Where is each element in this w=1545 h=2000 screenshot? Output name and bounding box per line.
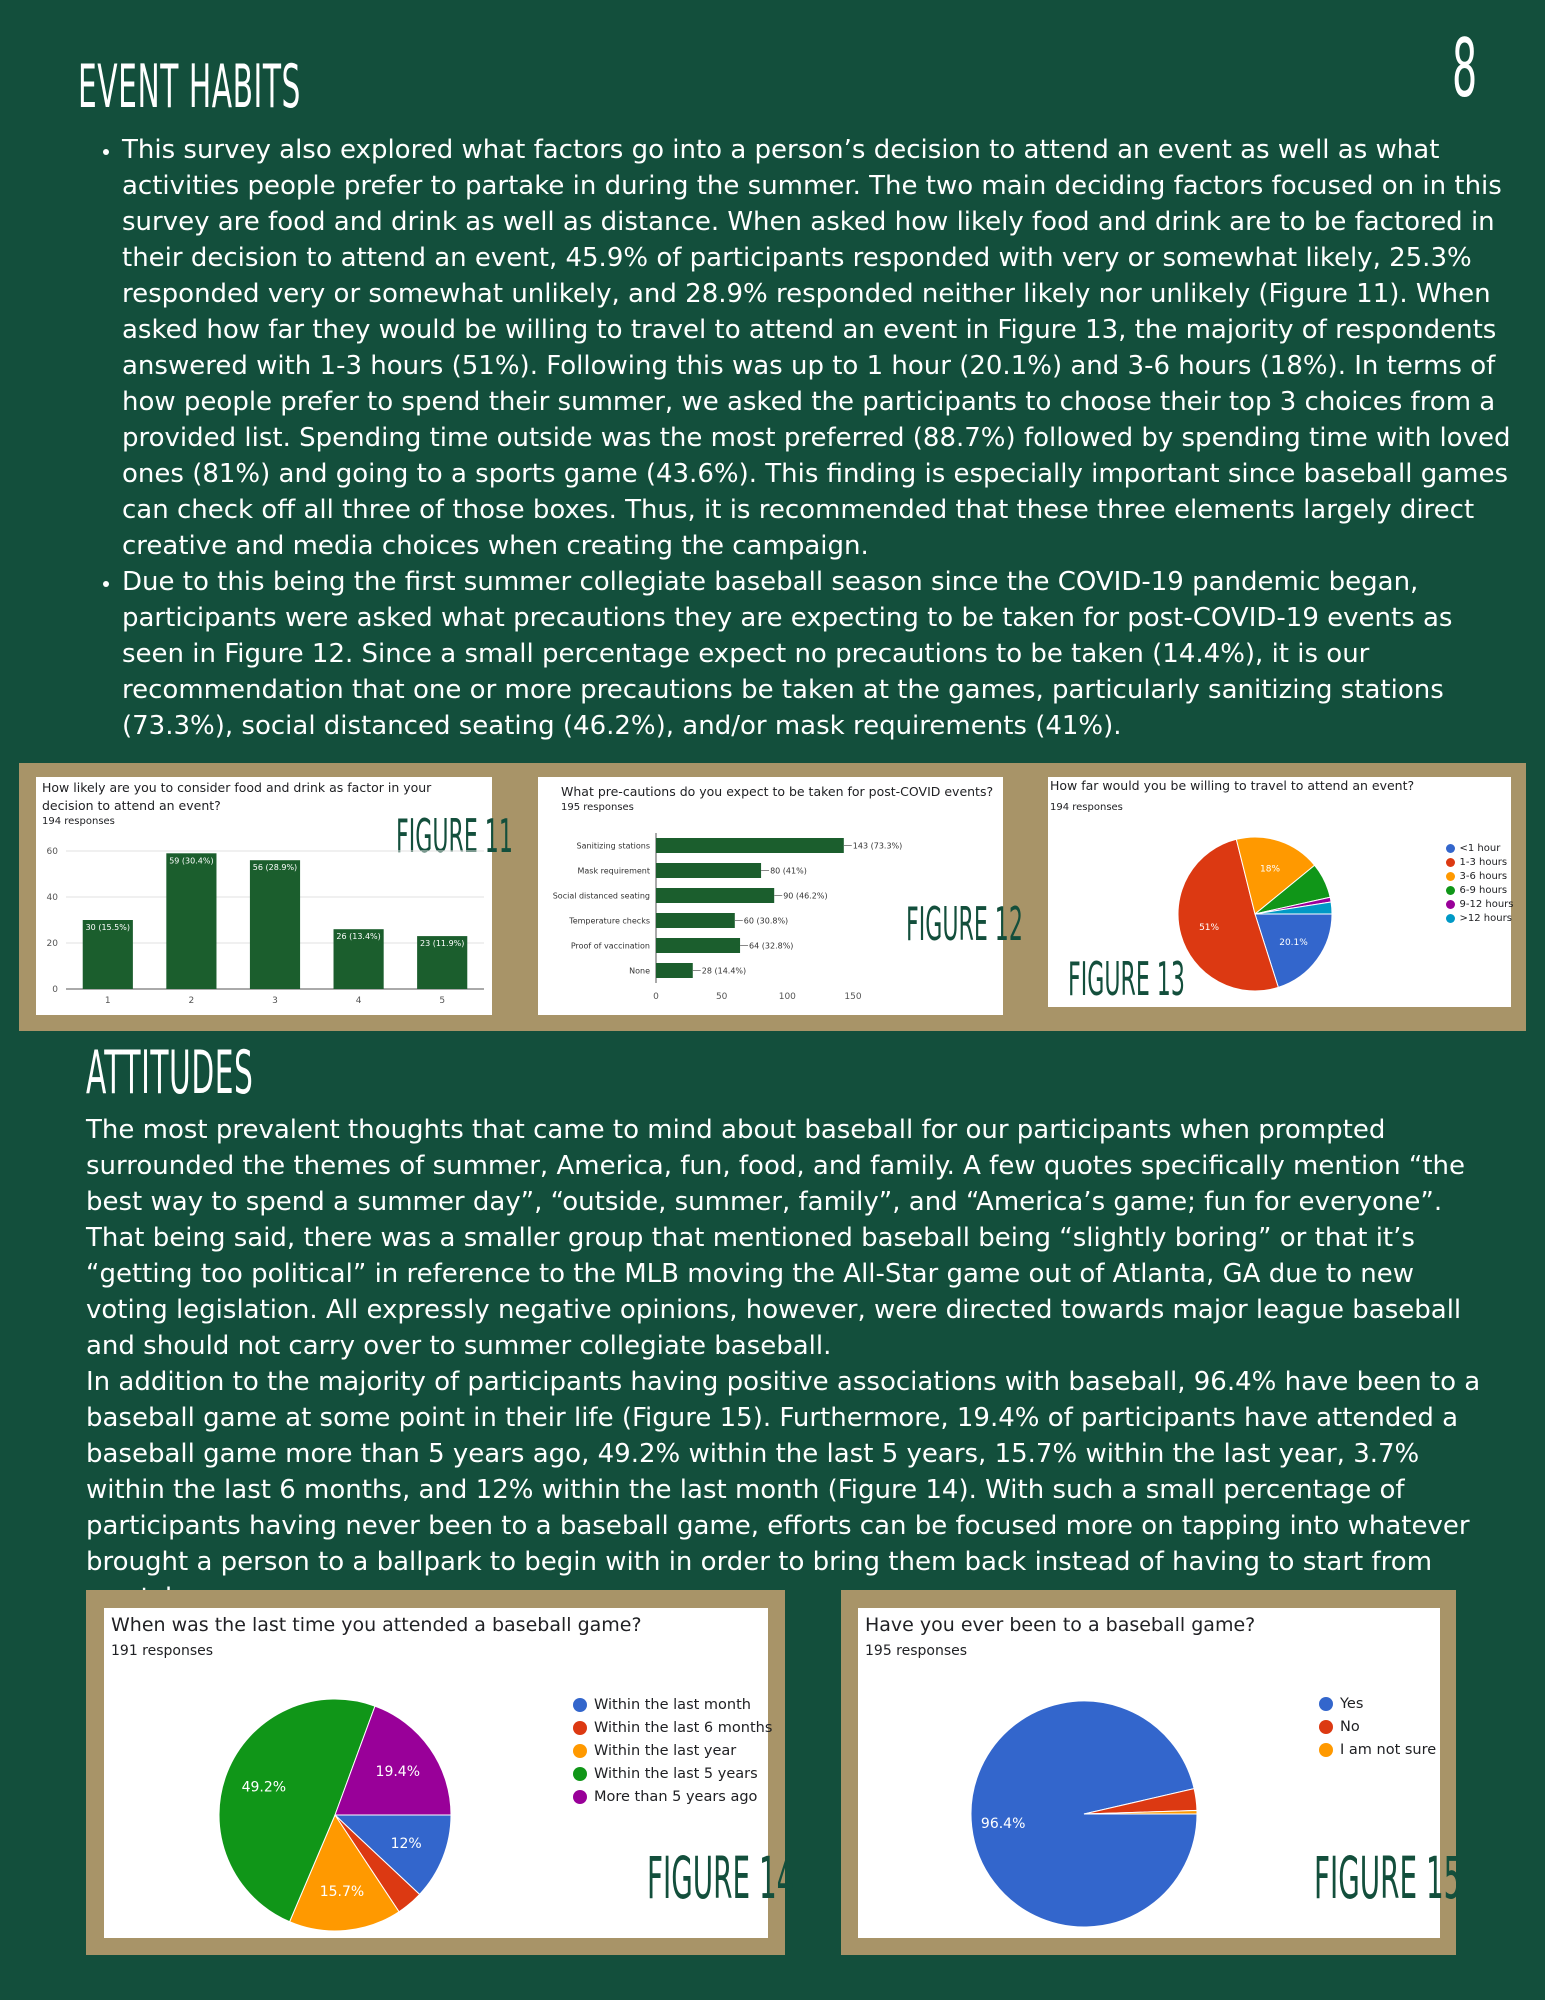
legend-label: Within the last year [594, 1743, 737, 1759]
data-label: 64 (32.8%) [749, 941, 794, 951]
legend-swatch [573, 1721, 587, 1735]
y-tick-label: 40 [46, 893, 58, 903]
category-label: Social distanced seating [552, 891, 650, 901]
figure-11-panel [36, 777, 513, 1015]
legend-item [1446, 843, 1514, 854]
legend-label: 9-12 hours [1459, 899, 1514, 910]
slice-label: 12% [390, 1835, 422, 1852]
legend-swatch [1446, 900, 1455, 909]
slice-label: 20.1% [1279, 938, 1308, 949]
figure-15-chart [858, 1608, 1258, 1938]
slice-label: 49.2% [241, 1779, 287, 1796]
category-label: Sanitizing stations [576, 841, 650, 851]
bar [656, 888, 774, 903]
category-label: Temperature checks [569, 916, 650, 926]
legend-label: Within the last 5 years [594, 1766, 758, 1782]
legend-item [1319, 1719, 1436, 1735]
y-tick-label: 60 [46, 847, 58, 857]
slice-label: 51% [1199, 923, 1220, 934]
legend-label: <1 hour [1459, 843, 1501, 854]
legend-label: Yes [1340, 1696, 1364, 1712]
figure-12-label: FIGURE 12 [906, 897, 1023, 951]
data-label: 90 (46.2%) [783, 891, 828, 901]
figure-15-responses: 195 responses [865, 1643, 968, 1659]
legend-swatch [1319, 1697, 1333, 1711]
data-label: 56 (28.9%) [252, 863, 298, 873]
x-tick-label: 1 [104, 996, 111, 1006]
legend-item [1319, 1742, 1436, 1758]
event-habits-bullets [80, 132, 1517, 744]
data-label: 143 (73.3%) [852, 841, 903, 851]
figure-14-responses: 191 responses [111, 1643, 214, 1659]
y-tick-label: 20 [46, 939, 58, 949]
data-label: 59 (30.4%) [169, 856, 214, 866]
figure-13-label: FIGURE 13 [1068, 952, 1185, 1006]
legend-swatch [1446, 858, 1455, 867]
figure-11-label: FIGURE 11 [396, 809, 513, 863]
slice-label: 15.7% [319, 1883, 365, 1900]
figure-14-panel [104, 1608, 795, 1938]
legend-swatch [573, 1767, 587, 1781]
bar [250, 860, 300, 989]
attitudes-paragraph: In addition to the majority of participants having positive associations with baseball, 96.4% have been to a baseball game at some point in their life (Figure 15). Furthermore, 19.4% of participants have attended a baseball game more than 5 years ago, 49.2% within the last 5 years, 15.7% within the last year, 3.7% within the last 6 months, and 12% within the last month (Figure 14). With such a small percentage of participants having never been to a baseball game, efforts can be focused more on tapping into whatever brought a person to a ballpark to begin with in order to bring them back instead of having to start from [86, 1367, 1481, 1577]
figure-13-legend [1446, 843, 1514, 927]
legend-item [1446, 871, 1514, 882]
figure-12-chart [538, 777, 1003, 1015]
legend-label: 3-6 hours [1459, 871, 1508, 882]
figure-12-responses: 195 responses [561, 802, 634, 813]
data-label: 26 (13.4%) [336, 932, 381, 942]
bar [656, 938, 740, 953]
figure-15-title: Have you ever been to a baseball game? [865, 1614, 1256, 1636]
x-tick-label: 5 [439, 996, 446, 1006]
figure-13-chart [1048, 777, 1348, 1007]
bullet-item: • Due to this being the first summer collegiate baseball season since the COVID-19 pandemic began, participants were asked what precautions they are expecting to be taken for post-COVID-19 events as seen in Figure 12. Since a small percentage expect no precautions to be taken (14.4%), it is our recommendation that one or more precautions be taken at the games, particularly sanitizing stations (73.3%), social distanced seating (46.2%), and/or mask requirements (41%). [122, 564, 1517, 744]
x-tick-label: 0 [653, 992, 659, 1002]
bullet-item: • This survey also explored what factors go into a person’s decision to attend an event as well as what activities people prefer to partake in during the summer. The two main deciding factors focused on in this survey are food and drink as well as distance. When asked how likely food and drink are to be factored in their decision to attend an event, 45.9% of participants responded with very or somewhat likely, 25.3% responded very or somewhat unlikely, and 28.9% responded neither likely nor unlikely (Figure 11). When asked how far they would be willing to travel to attend an event in Figure 13, the majority of respondents answered with 1-3 hours (51%). Following this was up to 1 hour (20.1%) and 3-6 hours (18%). In terms of how people prefer to spend their summer, we asked the participants to choose their top 3 choices from a provided list. Spending time outside was the most preferred (88.7%) followed by spending time with loved ones (81%) and going to a sports game (43.6%). This finding is especially important since baseball games can check off all three of those boxes. Thus, it is recommended that these three elements largely direct creative and media choices when creating the campaign. [122, 132, 1517, 564]
legend-label: No [1340, 1719, 1360, 1735]
legend-swatch [1446, 914, 1455, 923]
data-label: 28 (14.4%) [701, 966, 747, 976]
legend-swatch [1446, 844, 1455, 853]
legend-item [1446, 857, 1514, 868]
attitudes-paragraph: The most prevalent thoughts that came to mind about baseball for our participants when prompted surrounded the themes of summer, America, fun, food, and family. A few quotes specifically mention “the best way to spend a summer day”, “outside, summer, family”, and “America’s game; fun for everyone”. That being said, there was a smaller group that mentioned baseball being “slightly boring” or that it’s “getting too political” in reference to the MLB moving the All-Star game out of Atlanta, GA due to new voting legislation. All expressly negative opinions, however, were directed towards major league baseball and should not carry over to summer collegiate baseball. [86, 1115, 1466, 1361]
x-tick-label: 50 [715, 992, 728, 1002]
figure-15-legend [1319, 1696, 1436, 1765]
category-label: None [629, 966, 650, 976]
legend-label: >12 hours [1459, 913, 1512, 924]
category-label: Proof of vaccination [570, 941, 650, 951]
legend-item [1446, 913, 1514, 924]
bar [656, 913, 735, 928]
legend-label: Within the last 6 months [594, 1720, 773, 1736]
slice-label: 18% [1260, 864, 1281, 875]
x-tick-label: 4 [355, 996, 362, 1006]
legend-item [1319, 1696, 1436, 1712]
legend-item [573, 1697, 772, 1713]
legend-swatch [573, 1790, 587, 1804]
section-title-attitudes: ATTITUDES [86, 1038, 254, 1108]
legend-item [573, 1743, 772, 1759]
slice-label: 19.4% [375, 1763, 421, 1780]
figure-11-title: How likely are you to consider food and drink as factor in your decision to attend an event? [42, 780, 432, 813]
page-number: 8 [1452, 22, 1478, 115]
legend-swatch [1446, 872, 1455, 881]
figure-15-panel [858, 1608, 1462, 1938]
figure-14-label: FIGURE 14 [647, 1844, 795, 1912]
figure-14-legend [573, 1697, 772, 1812]
figure-11-responses: 194 responses [42, 816, 115, 827]
figure-13-responses: 194 responses [1050, 802, 1123, 813]
legend-item [573, 1766, 772, 1782]
legend-swatch [573, 1698, 587, 1712]
legend-item [1446, 899, 1514, 910]
legend-item [573, 1789, 772, 1805]
category-label: Mask requirement [577, 866, 650, 876]
x-tick-label: 2 [188, 996, 195, 1006]
bar [656, 838, 844, 853]
legend-label: 1-3 hours [1459, 857, 1508, 868]
legend-label: 6-9 hours [1459, 885, 1508, 896]
slice-label: 96.4% [980, 1815, 1026, 1832]
data-label: 80 (41%) [770, 866, 807, 876]
data-label: 30 (15.5%) [85, 923, 130, 932]
bar [166, 853, 216, 989]
legend-label: I am not sure [1340, 1742, 1437, 1758]
legend-swatch [1319, 1720, 1333, 1734]
x-tick-label: 150 [844, 992, 862, 1002]
figure-13-panel [1048, 777, 1514, 1007]
x-tick-label: 3 [272, 996, 278, 1006]
figure-13-title: How far would you be willing to travel to attend an event? [1050, 778, 1415, 793]
legend-item [1446, 885, 1514, 896]
y-tick-label: 0 [52, 985, 58, 995]
data-label: 60 (30.8%) [743, 916, 789, 926]
x-tick-label: 100 [778, 992, 796, 1002]
figure-14-title: When was the last time you attended a baseball game? [111, 1614, 642, 1636]
section-title-event-habits: EVENT HABITS [78, 52, 301, 122]
bar [656, 963, 693, 978]
data-label: 23 (11.9%) [420, 939, 465, 949]
legend-item [573, 1720, 772, 1736]
legend-swatch [1319, 1743, 1333, 1757]
figure-12-panel [538, 777, 1023, 1015]
figure-15-label: FIGURE 15 [1314, 1844, 1462, 1912]
legend-swatch [573, 1744, 587, 1758]
legend-label: More than 5 years ago [594, 1789, 758, 1805]
bar [656, 863, 761, 878]
figure-14-chart [104, 1608, 524, 1938]
figure-12-title: What pre-cautions do you expect to be taken for post-COVID events? [561, 784, 994, 799]
legend-swatch [1446, 886, 1455, 895]
legend-label: Within the last month [594, 1697, 751, 1713]
figure-11-chart [36, 777, 492, 1015]
